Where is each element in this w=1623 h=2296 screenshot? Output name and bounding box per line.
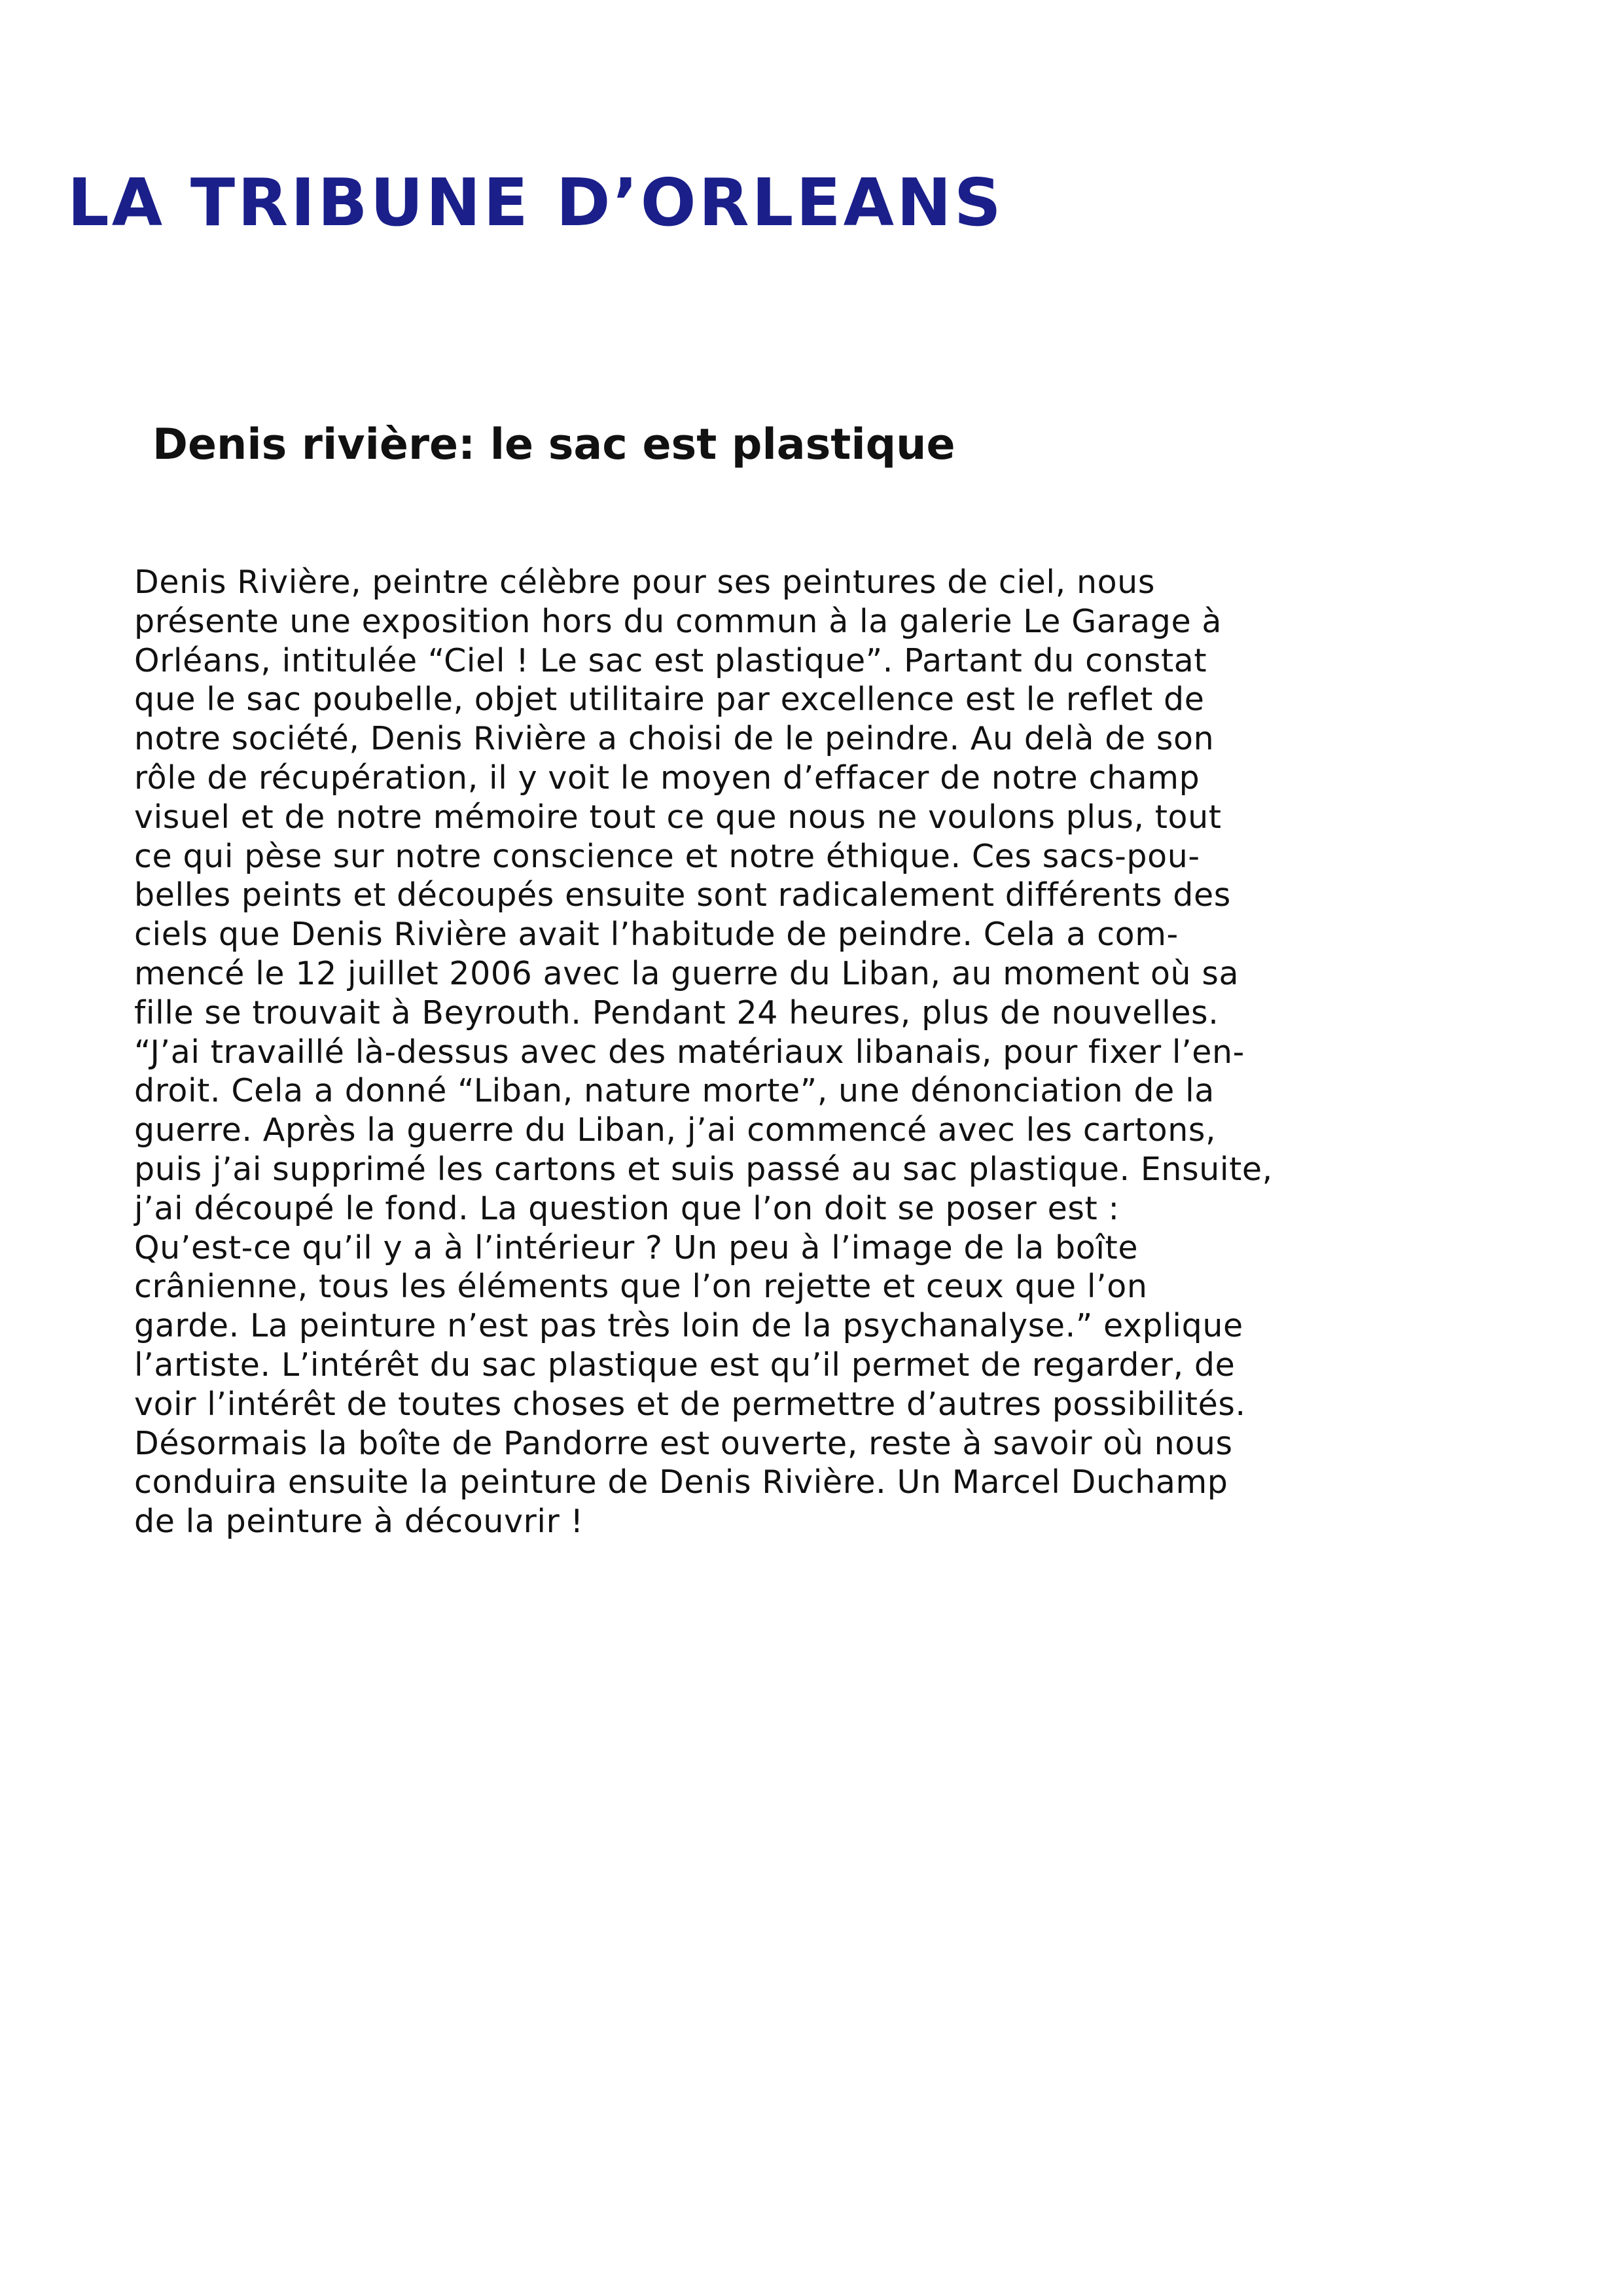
article-line: guerre. Après la guerre du Liban, j’ai commencé avec les cartons, <box>134 1111 1217 1149</box>
article-line: garde. La peinture n’est pas très loin de la psychanalyse.” explique <box>134 1307 1243 1345</box>
article-line: Denis Rivière, peintre célèbre pour ses peintures de ciel, nous <box>134 564 1155 601</box>
article-line: Orléans, intitulée “Ciel ! Le sac est plastique”. Partant du constat <box>134 641 1207 679</box>
article-line: belles peints et découpés ensuite sont radicalement différents des <box>134 876 1231 914</box>
article-line: notre société, Denis Rivière a choisi de le peindre. Au delà de son <box>134 720 1215 758</box>
article-headline: Denis rivière: le sac est plastique <box>152 420 955 469</box>
article-line: visuel et de notre mémoire tout ce que nous ne voulons plus, tout <box>134 798 1222 836</box>
article-line: mencé le 12 juillet 2006 avec la guerre du Liban, au moment où sa <box>134 954 1240 992</box>
article-line: j’ai découpé le fond. La question que l’on doit se poser est : <box>134 1189 1120 1227</box>
article-line: Désormais la boîte de Pandorre est ouverte, reste à savoir où nous <box>134 1424 1233 1462</box>
article-line: que le sac poubelle, objet utilitaire par excellence est le reflet de <box>134 681 1205 719</box>
article-line: Qu’est-ce qu’il y a à l’intérieur ? Un peu à l’image de la boîte <box>134 1229 1139 1266</box>
article-line: droit. Cela a donné “Liban, nature morte”, une dénonciation de la <box>134 1072 1215 1110</box>
article-line: présente une exposition hors du commun à la galerie Le Garage à <box>134 602 1222 640</box>
article-line: crânienne, tous les éléments que l’on rejette et ceux que l’on <box>134 1268 1148 1306</box>
article-line: “J’ai travaillé là-dessus avec des matériaux libanais, pour fixer l’en- <box>134 1033 1245 1071</box>
article-line: ce qui pèse sur notre conscience et notre éthique. Ces sacs-pou- <box>134 837 1200 875</box>
article-line: l’artiste. L’intérêt du sac plastique est qu’il permet de regarder, de <box>134 1346 1236 1384</box>
article-body <box>134 563 1495 1541</box>
article-line: voir l’intérêt de toutes choses et de permettre d’autres possibilités. <box>134 1385 1246 1423</box>
publication-title: LA TRIBUNE D’ORLEANS <box>67 164 1004 241</box>
article-line: conduira ensuite la peinture de Denis Rivière. Un Marcel Duchamp <box>134 1463 1228 1501</box>
article-line: de la peinture à découvrir ! <box>134 1503 584 1541</box>
article-line: ciels que Denis Rivière avait l’habitude de peindre. Cela a com- <box>134 916 1179 954</box>
article-line: rôle de récupération, il y voit le moyen d’effacer de notre champ <box>134 759 1200 797</box>
article-line: fille se trouvait à Beyrouth. Pendant 24 heures, plus de nouvelles. <box>134 994 1219 1031</box>
article-line: puis j’ai supprimé les cartons et suis passé au sac plastique. Ensuite, <box>134 1150 1273 1188</box>
